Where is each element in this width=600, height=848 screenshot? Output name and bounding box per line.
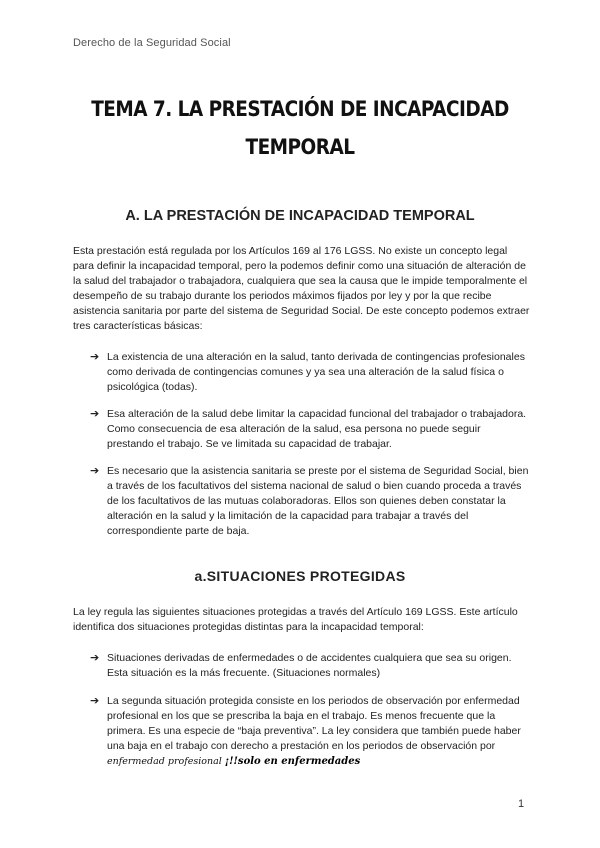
page-title-line-1: TEMA 7. LA PRESTACIÓN DE INCAPACIDAD xyxy=(91,97,509,121)
list-item-text xyxy=(107,694,530,769)
page-number: 1 xyxy=(518,798,525,810)
list-item-body: La segunda situación protegida consiste en los periodos de observación por enfermedad profesional en los que se prescriba la baja en el trabajo. Es menos frecuente que la primera. Es una especie de “baja preventiva”. La ley considera que también puede haber una baja en el trabajo con derecho a prestación en los periodos de observación por xyxy=(107,695,521,752)
section-heading-a: A. LA PRESTACIÓN DE INCAPACIDAD TEMPORAL xyxy=(125,208,475,224)
arrow-bullet-icon: ➔ xyxy=(90,351,100,363)
running-header: Derecho de la Seguridad Social xyxy=(73,37,231,49)
handwritten-note: ¡!!solo en enfermedades xyxy=(224,756,361,767)
page-title xyxy=(89,90,511,166)
handwritten-annotation: enfermedad profesional xyxy=(107,756,222,767)
list-item-text: Esa alteración de la salud debe limitar la capacidad funcional del trabajador o trabajadora. Como consecuencia de esa alteración de la salud, esa persona no puede seguir prestando el trabajo. Se ve limitada su capacidad de trabajar. xyxy=(107,408,527,450)
arrow-bullet-icon: ➔ xyxy=(90,465,100,477)
list-item xyxy=(90,651,530,681)
arrow-bullet-icon: ➔ xyxy=(90,652,100,664)
arrow-bullet-icon: ➔ xyxy=(90,695,100,707)
page-title-line-2: TEMPORAL xyxy=(245,135,355,159)
list-item-text: La existencia de una alteración en la salud, tanto derivada de contingencias profesionales como derivada de contingencias comunes y ya sea una alteración de la salud física o psicológica (todas). xyxy=(107,351,525,393)
situaciones-intro: La ley regula las siguientes situaciones protegidas a través del Artículo 169 LGSS. Este artículo identifica dos situaciones protegidas distintas para la incapacidad temporal: xyxy=(73,606,518,633)
section-heading-situaciones: a.SITUACIONES PROTEGIDAS xyxy=(194,568,406,584)
list-item xyxy=(90,350,530,395)
list-item-text: Situaciones derivadas de enfermedades o de accidentes cualquiera que sea su origen. Esta situación es la más frecuente. (Situaciones normales) xyxy=(107,652,512,679)
list-item xyxy=(90,464,530,539)
list-item-text: Es necesario que la asistencia sanitaria se preste por el sistema de Seguridad Social, bien a través de los facultativos del sistema nacional de salud o bien cuando proceda a través de los facultativos de las mutuas colaboradoras. Ellos son quienes deben constatar la alteración en la salud y la limitación de la capacidad para trabajar a través del correspondiente parte de baja. xyxy=(107,465,529,537)
list-item xyxy=(90,407,530,452)
list-item xyxy=(90,694,530,769)
section-a-intro: Esta prestación está regulada por los Artículos 169 al 176 LGSS. No existe un concepto legal para definir la incapacidad temporal, pero la podemos definir como una situación de alteración de la salud del trabajador o trabajadora, cualquiera que sea la causa que le impide temporalmente el desempeño de su trabajo durante los periodos máximos fijados por ley y por la que recibe asistencia sanitaria por parte del sistema de Seguridad Social. De este concepto podemos extraer tres características básicas: xyxy=(73,245,530,332)
arrow-bullet-icon: ➔ xyxy=(90,408,100,420)
